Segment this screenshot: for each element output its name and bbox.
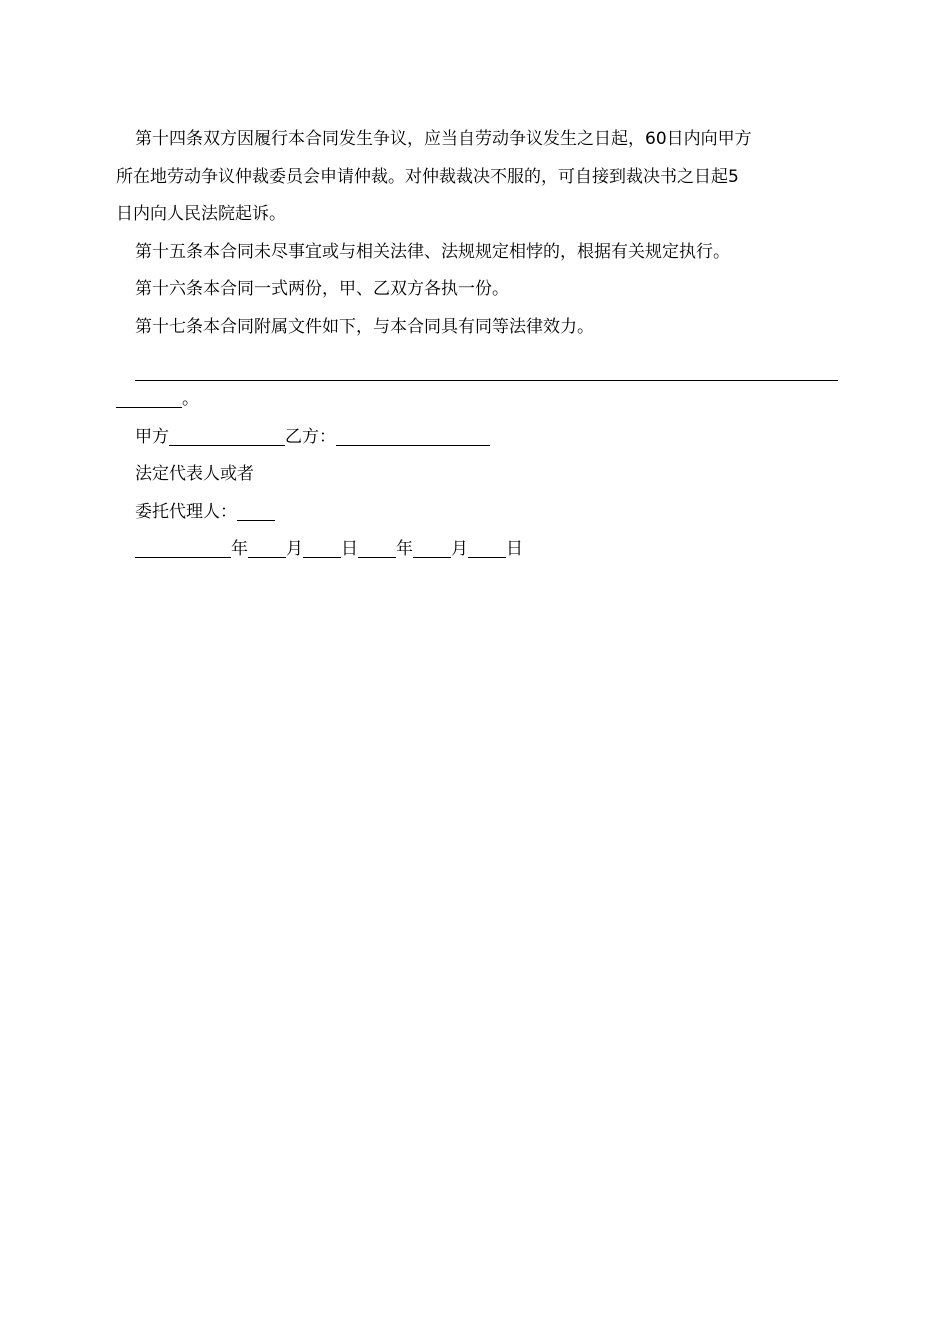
clause-14-line-1: 第十四条双方因履行本合同发生争议，应当自劳动争议发生之日起，60日内向甲方 (135, 129, 752, 149)
agent-label: 委托代理人： (135, 501, 237, 522)
day-label-b: 日 (506, 539, 523, 559)
party-b-blank[interactable] (336, 426, 490, 446)
agent-line (116, 494, 838, 532)
month-label-b: 月 (451, 539, 468, 559)
document-page (116, 121, 838, 569)
month-blank-b[interactable] (413, 538, 451, 558)
party-b-label: 乙方： (285, 426, 336, 447)
month-blank-a[interactable] (248, 538, 286, 558)
clause-17: 第十七条本合同附属文件如下，与本合同具有同等法律效力。 (135, 316, 594, 337)
attachment-blank-continuation[interactable] (116, 388, 182, 408)
clause-14-line-3: 日内向人民法院起诉。 (116, 204, 286, 224)
party-a-blank[interactable] (169, 426, 285, 446)
day-blank-b[interactable] (468, 538, 506, 558)
year-label-b: 年 (396, 539, 413, 559)
day-label-a: 日 (341, 539, 358, 559)
year-blank-b[interactable] (358, 538, 396, 558)
party-a-label: 甲方 (135, 426, 169, 447)
day-blank-a[interactable] (303, 538, 341, 558)
attachment-end-mark: 。 (182, 389, 199, 409)
date-blank-1[interactable] (135, 538, 231, 558)
legal-representative-line (116, 456, 838, 494)
clause-16: 第十六条本合同一式两份，甲、乙双方各执一份。 (135, 279, 509, 299)
agent-blank[interactable] (237, 501, 275, 521)
month-label-a: 月 (286, 539, 303, 559)
attachment-blank-tail[interactable] (116, 381, 838, 419)
attachment-blank-line[interactable] (135, 350, 838, 381)
year-label-a: 年 (231, 539, 248, 559)
clause-15: 第十五条本合同未尽事宜或与相关法律、法规规定相悖的，根据有关规定执行。 (135, 241, 730, 262)
clause-14-line-2: 所在地劳动争议仲裁委员会申请仲裁。对仲裁裁决不服的，可自接到裁决书之日起5 (116, 166, 739, 187)
party-signature-line (116, 419, 838, 457)
legal-rep-label: 法定代表人或者 (135, 464, 254, 484)
date-line (116, 531, 838, 569)
